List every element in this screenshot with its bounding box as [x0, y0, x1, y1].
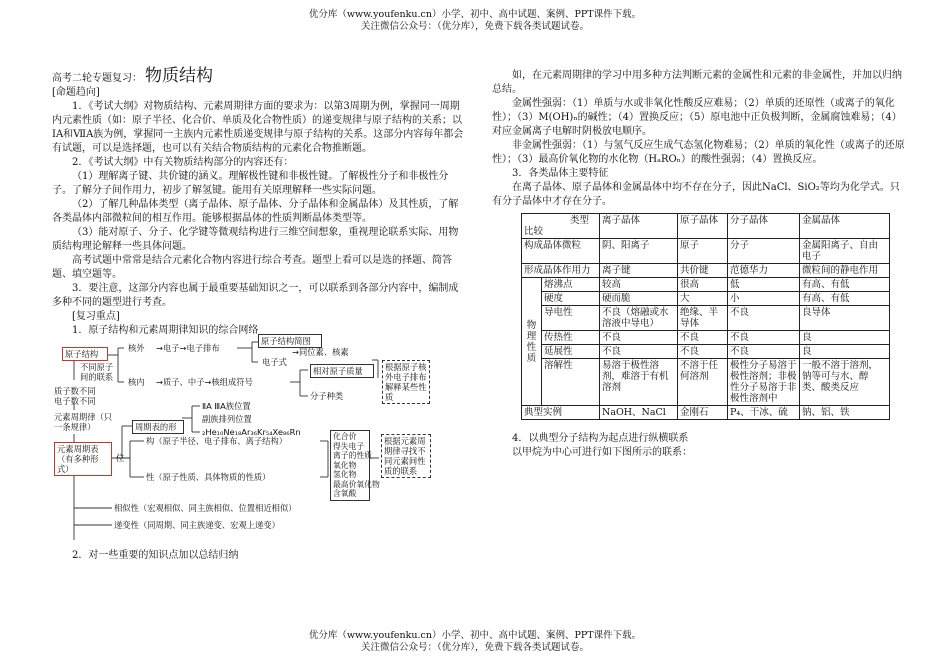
- property-label: 性（原子性质、具体物质的性质）: [146, 472, 271, 482]
- table-row: [522, 292, 890, 306]
- electron-arrangement: →电子→电子排布: [156, 343, 220, 353]
- table-cell: 不良: [728, 306, 800, 331]
- table-cell: 很高: [678, 278, 728, 292]
- atom-diagram-box: 原子结构简图: [258, 334, 322, 348]
- table-cell: 不良（熔融或水溶液中导电）: [600, 306, 678, 331]
- para-2: 2．《考试大纲》中有关物质结构部分的内容还有：: [72, 157, 294, 168]
- table-row: [522, 345, 890, 359]
- proton-diff: 质子数不同: [54, 386, 96, 396]
- header-atomic: 原子晶体: [678, 214, 728, 239]
- table-cell: 低: [728, 278, 800, 292]
- para-3: 3．要注意，这部分内容也属于最重要基础知识之一，可以联系到各部分内容中，编制成多种不同的题型进行考查。: [52, 283, 459, 308]
- row-label: 延展性: [542, 345, 600, 359]
- gradual-label: 递变性（同周期、同主族递变、宏观上递变）: [114, 520, 280, 530]
- footer-line-1: 优分库（www.youfenku.cn）小学、初中、高中试题、案例、PPT课件下载。: [308, 630, 642, 641]
- section-4-title: 4．以典型分子结构为起点进行纵横联系: [512, 433, 689, 444]
- title-prefix: 高考二轮专题复习：: [52, 73, 142, 84]
- knowledge-network-diagram: [52, 336, 467, 546]
- table-row: [522, 331, 890, 345]
- table-cell: 硬而脆: [600, 292, 678, 306]
- table-row: [522, 239, 890, 264]
- row-label: 硬度: [542, 292, 600, 306]
- structure-label: 构（原子半径、电子排布、离子结构）: [146, 436, 288, 446]
- para-2a: （1）理解离子键、共价键的涵义。理解极性键和非极性键。了解极性分子和非极性分子。了解分子间作用力，初步了解氢键。能用有关原理解释一些实际问题。: [52, 171, 449, 196]
- table-header-row: [522, 214, 890, 239]
- right-column: [492, 69, 907, 460]
- section-trend: [命题趋向]: [52, 87, 100, 98]
- inside-label: 核内: [128, 377, 145, 387]
- table-cell: 大: [678, 292, 728, 306]
- section-review: [复习重点]: [72, 311, 120, 322]
- metal-criteria: 金属性强弱：（1）单质与水或非氧化性酸反应难易；（2）单质的还原性（或离子的氧化性）；（3）M(OH)ₙ的碱性；（4）置换反应；（5）原电池中正负极判断，金属腐蚀难易；（4）对应金属离子电解时阴极放电顺序。: [492, 98, 902, 137]
- table-row: [522, 278, 890, 292]
- table-cell: 良: [800, 331, 890, 345]
- element-relation-note: 根据元素周期律寻找不同元素间性质的联系: [381, 434, 431, 478]
- electron-diff: 电子数不同: [54, 396, 96, 406]
- electron-formula: 电子式: [262, 357, 287, 367]
- para-2b: （2）了解几种晶体类型（离子晶体、原子晶体、分子晶体和金属晶体）及其性质，了解各类晶体内部微粒间的相互作用。能够根据晶体的性质判断晶体类型等。: [52, 199, 459, 224]
- crystal-comparison-table: [521, 213, 890, 420]
- table-cell: 良: [800, 345, 890, 359]
- table-cell: 不良: [728, 331, 800, 345]
- table-cell: 小: [728, 292, 800, 306]
- noble-gas-row: ₂He₁₀Ne₁₈Ar₃₆Kr₅₄Xe₈₆Rn: [202, 427, 301, 437]
- sub-group-position: 副族排列位置: [202, 414, 252, 424]
- title-main: 物质结构: [145, 66, 213, 86]
- table-row: [522, 264, 890, 278]
- table-cell: 钠、铝、铁: [800, 406, 890, 420]
- header-ionic: 离子晶体: [600, 214, 678, 239]
- table-cell: 易溶于极性溶剂，难溶于有机溶剂: [600, 359, 678, 406]
- diff-relation: 不同原子间的联系: [80, 362, 114, 382]
- table-cell: 金属阳离子、自由电子: [800, 239, 890, 264]
- row-label: 构成晶体微粒: [522, 239, 600, 264]
- table-cell: 有高、有低: [800, 278, 890, 292]
- table-cell: 不良: [678, 345, 728, 359]
- review-2: 2．对一些重要的知识点加以总结归纳: [72, 550, 239, 561]
- section-3-title: 3．各类晶体主要特征: [512, 168, 609, 179]
- table-cell: 离子键: [600, 264, 678, 278]
- table-cell: 极性分子易溶于极性溶剂；非极性分子易溶于非极性溶剂中: [728, 359, 800, 406]
- table-cell: 原子: [678, 239, 728, 264]
- group-position: ⅡA ⅢA族位置: [202, 401, 251, 411]
- row-label: 熔沸点: [542, 278, 600, 292]
- periodic-law: 元素周期律（只一条规律）: [54, 412, 113, 432]
- header-molecular: 分子晶体: [728, 214, 800, 239]
- table-row: [522, 359, 890, 406]
- header-metallic: 金属晶体: [800, 214, 890, 239]
- corner-type: 类型: [569, 215, 589, 226]
- row-label: 形成晶体作用力: [522, 264, 600, 278]
- table-cell: P₄、干冰、硫: [728, 406, 800, 420]
- header-line-2: 关注微信公众号：（优分库），免费下载各类试题试卷。: [360, 21, 589, 32]
- table-cell: 不良: [678, 331, 728, 345]
- table-row: [522, 306, 890, 331]
- physical-label: 物理性质: [522, 278, 542, 406]
- outside-label: 核外: [128, 343, 145, 353]
- footer-line-2: 关注微信公众号：（优分库），免费下载各类试题试卷。: [360, 642, 589, 653]
- isotope-label: →同位素、核素: [292, 347, 349, 357]
- row-label: 传热性: [542, 331, 600, 345]
- table-cell: NaOH、NaCl: [600, 406, 678, 420]
- table-cell: 良导体: [800, 306, 890, 331]
- page-header: [0, 9, 950, 33]
- table-cell: 不良: [600, 345, 678, 359]
- periodic-table-box: 元素周期表（有多种形式）: [54, 442, 112, 476]
- table-cell: 分子: [728, 239, 800, 264]
- table-cell: 绝缘、半导体: [678, 306, 728, 331]
- outer-electron-note: 根据原子核外电子排布解释某些性质: [382, 360, 430, 404]
- left-column: [52, 66, 467, 563]
- table-row: [522, 406, 890, 420]
- nucleus-chain: →质子、中子→核组成符号: [156, 377, 253, 387]
- similarity-label: 相似性（宏观相似、同主族相似、位置相近相似）: [114, 503, 297, 513]
- right-intro: 如，在元素周期律的学习中用多种方法判断元素的金属性和元素的非金属性，并加以归纳总结。: [492, 70, 902, 95]
- atom-structure-box: 原子结构: [62, 347, 108, 361]
- position-label: 位: [116, 453, 125, 463]
- nonmetal-criteria: 非金属性强弱：（1）与氢气反应生成气态氢化物难易；（2）单质的氧化性（或离子的还原性）；（3）最高价氧化物的水化物（HₐROₙ）的酸性强弱；（4）置换反应。: [492, 140, 905, 165]
- doc-title: [52, 66, 467, 86]
- row-label: 溶解性: [542, 359, 600, 406]
- table-cell: 阴、阳离子: [600, 239, 678, 264]
- para-2d: 高考试题中常常是结合元素化合物内容进行综合考查。题型上看可以是选的择题、简答题、填空题等。: [52, 255, 452, 280]
- table-cell: 不良: [728, 345, 800, 359]
- table-cell: 较高: [600, 278, 678, 292]
- table-cell: 不溶于任何溶剂: [678, 359, 728, 406]
- table-cell: 金刚石: [678, 406, 728, 420]
- table-cell: 有高、有低: [800, 292, 890, 306]
- page-footer: [0, 630, 950, 654]
- row-label: 典型实例: [522, 406, 600, 420]
- table-cell: 范德华力: [728, 264, 800, 278]
- molecule-type: 分子种类: [310, 391, 344, 401]
- relative-mass-box: 相对原子质量: [310, 364, 374, 378]
- table-cell: 一般不溶于溶剂，钠等可与水、醇类、酸类反应: [800, 359, 890, 406]
- row-label: 导电性: [542, 306, 600, 331]
- para-2c: （3）能对原子、分子、化学键等微观结构进行三维空间想象，重视理论联系实际、用物质结构理论解释一些具体问题。: [52, 227, 459, 252]
- review-1: 1．原子结构和元素周期律知识的综合网络: [72, 325, 259, 336]
- table-cell: 共价键: [678, 264, 728, 278]
- corner-compare: 比较: [524, 226, 544, 237]
- properties-list-box: 化合价 得失电子 离子的性质 氧化物 氢化物 最高价氧化物 含氧酸: [330, 430, 370, 501]
- periodic-table-form-box: 周期表的形: [132, 420, 184, 434]
- para-1: 1．《考试大纲》对物质结构、元素周期律方面的要求为：以第3周期为例，掌握同一周期内元素性质（如：原子半径、化合价、单质及化合物性质）的递变规律与原子结构的关系；以ⅠA和ⅦA族为例，掌握同一主族内元素性质递变规律与原子结构的关系。这部分内容每年都会有试题，可以是选择题，也可以有关结合物质结构的元素化合物推断题。: [52, 101, 464, 154]
- header-line-1: 优分库（www.youfenku.cn）小学、初中、高中试题、案例、PPT课件下载。: [308, 9, 642, 20]
- table-cell: 不良: [600, 331, 678, 345]
- section-4-text: 以甲烷为中心可进行如下图所示的联系：: [512, 447, 692, 458]
- table-corner: [522, 214, 600, 239]
- section-3-text: 在离子晶体、原子晶体和金属晶体中均不存在分子，因此NaCl、SiO₂等均为化学式。只有分子晶体中才存在分子。: [492, 182, 900, 207]
- table-cell: 微粒间的静电作用: [800, 264, 890, 278]
